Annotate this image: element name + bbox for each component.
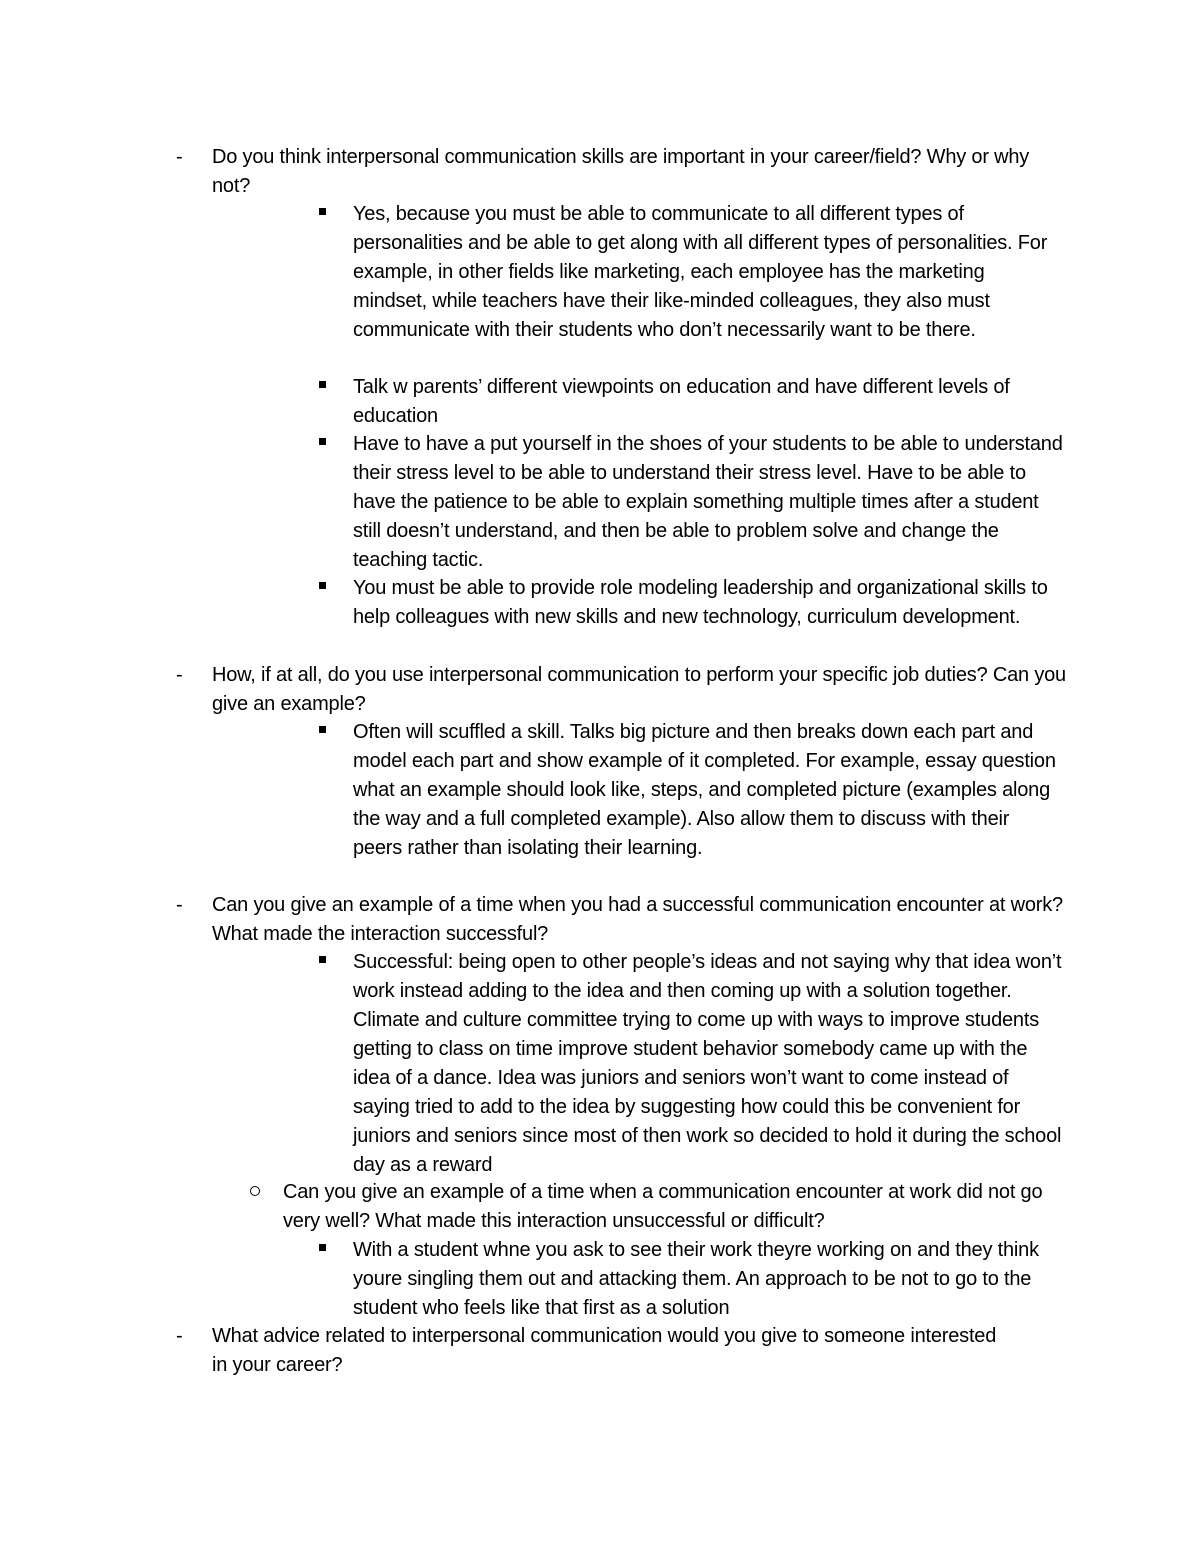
dash-bullet: - [176,1325,183,1347]
answer-3-1: Successful: being open to other people’s ideas and not saying why that idea won’t work instead adding to the idea and then coming up with a solution together. Climate and culture committee trying to come up with ways to improve students getting to class on time improve student behavior somebody came up with the idea of a dance. Idea was juniors and seniors won’t want to come instead of saying tried to add to the idea by suggesting how could this be convenient for juniors and seniors since most of then work so decided to hold it during the school day as a reward [353,951,1062,1176]
question-2: How, if at all, do you use interpersonal communication to perform your specific job duties? Can you give an example? [212,664,1066,715]
question-4: What advice related to interpersonal communication would you give to someone interested in your career? [212,1325,997,1376]
square-bullet-icon [319,381,326,388]
square-bullet-icon [319,726,326,733]
question-3-sub: Can you give an example of a time when a communication encounter at work did not go very well? What made this interaction unsuccessful or difficult? [283,1181,1043,1232]
circle-bullet-icon [250,1186,260,1196]
answer-1-3: Have to have a put yourself in the shoes of your students to be able to understand their stress level to be able to understand their stress level. Have to be able to have the patience to be able to explain something multiple times after a student still doesn’t understand, and then be able to problem solve and change the teaching tactic. [353,433,1063,571]
answer-2-1: Often will scuffled a skill. Talks big picture and then breaks down each part and model each part and show example of it completed. For example, essay question what an example should look like, steps, and completed picture (examples along the way and a full completed example). Also allow them to discuss with their peers rather than isolating their learning. [353,721,1056,859]
question-1: Do you think interpersonal communication skills are important in your career/field? Why or why not? [212,146,1030,197]
square-bullet-icon [319,208,326,215]
square-bullet-icon [319,438,326,445]
answer-3-sub-1: With a student whne you ask to see their work theyre working on and they think youre singling them out and attacking them. An approach to be not to go to the student who feels like that first as a solution [353,1239,1039,1319]
question-3: Can you give an example of a time when you had a successful communication encounter at work? What made the interaction successful? [212,894,1063,945]
answer-1-4: You must be able to provide role modeling leadership and organizational skills to help colleagues with new skills and new technology, curriculum development. [353,577,1048,628]
answer-1-1: Yes, because you must be able to communicate to all different types of personalities and be able to get along with all different types of personalities. For example, in other fields like marketing, each employee has the marketing mindset, while teachers have their like-minded colleagues, they also must communicate with their students who don’t necessarily want to be there. [353,203,1048,341]
square-bullet-icon [319,1244,326,1251]
dash-bullet: - [176,894,183,916]
dash-bullet: - [176,664,183,686]
square-bullet-icon [319,956,326,963]
square-bullet-icon [319,582,326,589]
dash-bullet: - [176,146,183,168]
answer-1-2: Talk w parents’ different viewpoints on education and have different levels of education [353,376,1010,427]
